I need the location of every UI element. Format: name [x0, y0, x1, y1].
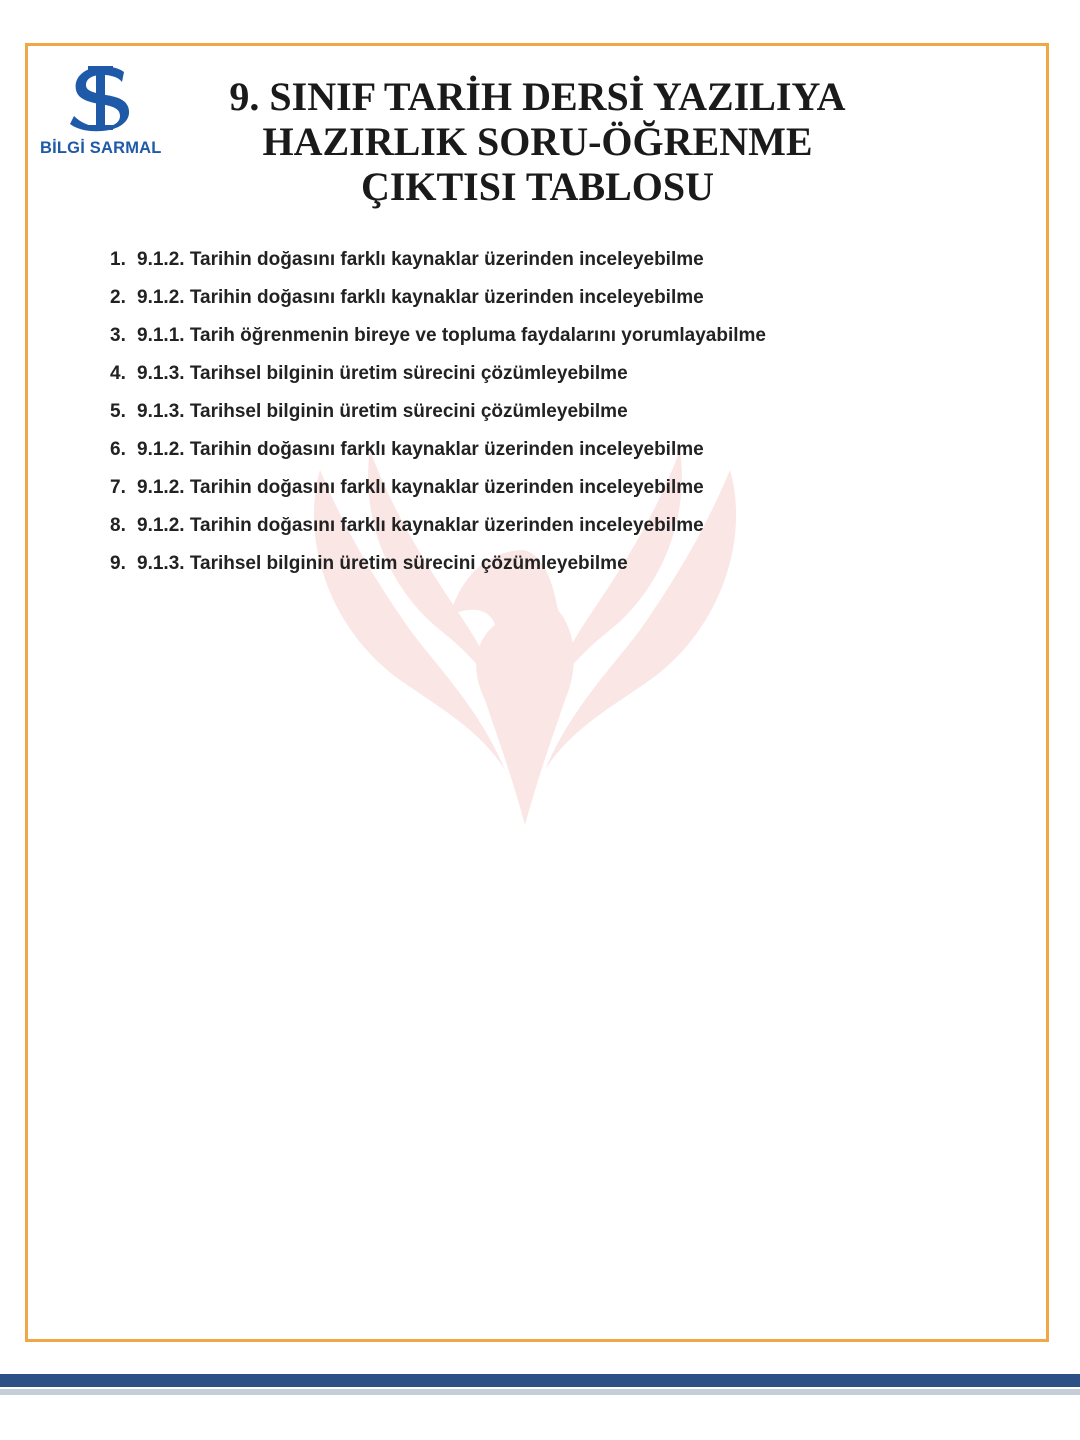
item-number: 8.: [110, 515, 126, 536]
list-item: [110, 550, 766, 588]
list-item: [110, 360, 766, 398]
item-number: 6.: [110, 439, 126, 460]
item-text: 9.1.2. Tarihin doğasını farklı kaynaklar üzerinden inceleyebilme: [137, 249, 704, 270]
list-item: [110, 398, 766, 436]
list-item: [110, 322, 766, 360]
list-item: [110, 246, 766, 284]
item-number: 9.: [110, 553, 126, 574]
list-item: [110, 436, 766, 474]
title-line-1: 9. SINIF TARİH DERSİ YAZILIYA: [229, 74, 846, 119]
title-line-2: HAZIRLIK SORU-ÖĞRENME: [262, 119, 813, 164]
title-line-3: ÇIKTISI TABLOSU: [360, 164, 715, 209]
bs-logo-icon: [66, 64, 138, 132]
footer-bar-light: [0, 1389, 1080, 1395]
learning-outcome-list: [110, 246, 766, 588]
list-item: [110, 284, 766, 322]
item-text: 9.1.3. Tarihsel bilginin üretim sürecini çözümleyebilme: [137, 553, 628, 574]
bilgi-sarmal-logo: [40, 64, 162, 160]
list-item: [110, 512, 766, 550]
item-number: 7.: [110, 477, 126, 498]
brand-name: BİLGİ SARMAL: [40, 139, 162, 157]
item-number: 1.: [110, 249, 126, 270]
item-number: 5.: [110, 401, 126, 422]
list-item: [110, 474, 766, 512]
item-number: 4.: [110, 363, 126, 384]
item-text: 9.1.1. Tarih öğrenmenin bireye ve topluma faydalarını yorumlayabilme: [137, 325, 766, 346]
item-text: 9.1.3. Tarihsel bilginin üretim sürecini çözümleyebilme: [137, 363, 628, 384]
item-text: 9.1.2. Tarihin doğasını farklı kaynaklar üzerinden inceleyebilme: [137, 439, 704, 460]
item-number: 3.: [110, 325, 126, 346]
item-number: 2.: [110, 287, 126, 308]
item-text: 9.1.2. Tarihin doğasını farklı kaynaklar üzerinden inceleyebilme: [137, 287, 704, 308]
item-text: 9.1.2. Tarihin doğasını farklı kaynaklar üzerinden inceleyebilme: [137, 477, 704, 498]
page-title: [180, 74, 895, 209]
item-text: 9.1.2. Tarihin doğasını farklı kaynaklar üzerinden inceleyebilme: [137, 515, 704, 536]
footer-bar-dark: [0, 1374, 1080, 1387]
item-text: 9.1.3. Tarihsel bilginin üretim sürecini çözümleyebilme: [137, 401, 628, 422]
